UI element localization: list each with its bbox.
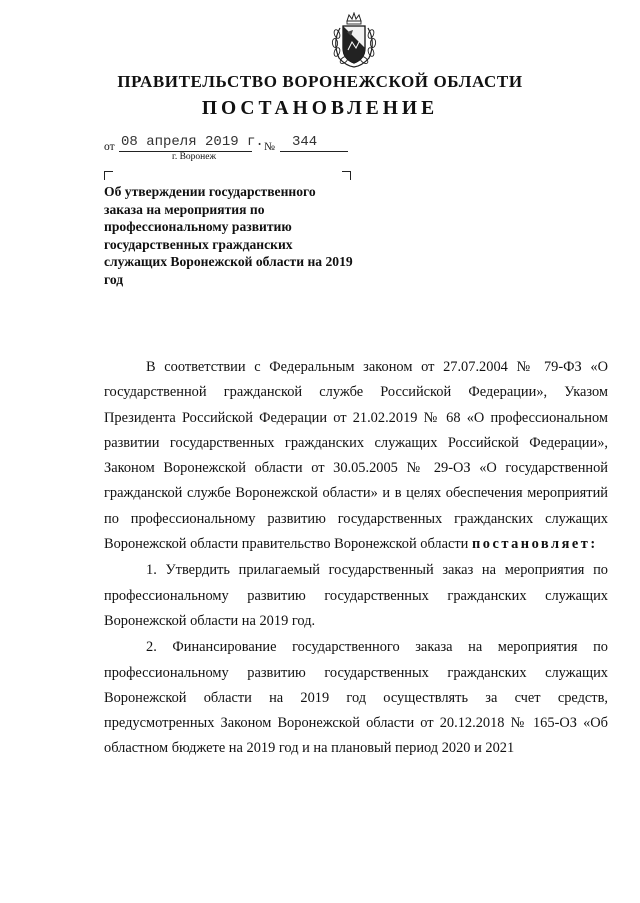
preamble-paragraph [104,355,608,557]
decree-word: постановляет: [471,536,598,553]
preamble-text: В соответствии с Федеральным законом от 27.07.2004 № 79-ФЗ «О государственной гражданской службе Российской Федерации», Указом Президента Российской Федерации от 21.02.2019 № 68 «О профессиональном развитии государственных гражданских служащих Российской Федерации», Законом Воронежской области от 30.05.2005 № 29-ОЗ «О государственной гражданской службе Воронежской области» и в целях обеспечения мероприятий по профессиональному развитию государственных гражданских служащих Воронежской области правительство Воронежской области [104,359,608,553]
city-label: г. Воронеж [172,152,217,162]
coat-of-arms-emblem [326,12,382,70]
document-type-title: ПОСТАНОВЛЕНИЕ [201,98,439,119]
document-details [104,134,364,174]
organization-title: ПРАВИТЕЛЬСТВО ВОРОНЕЖСКОЙ ОБЛАСТИ [117,72,523,91]
subject-bracket-left [104,171,113,180]
number-underline [280,151,348,152]
subject-bracket-right [342,171,351,180]
date-value: 08 апреля 2019 г. [121,134,264,150]
item-1-paragraph: 1. Утвердить прилагаемый государственный заказ на мероприятия по профессиональному развитию государственных гражданских служащих Воронежской области на 2019 год. [104,562,608,629]
number-prefix: № [264,141,275,153]
document-body [104,355,608,762]
date-prefix: от [104,141,115,153]
number-value: 344 [292,134,318,150]
item-2-paragraph: 2. Финансирование государственного заказа на мероприятия по профессиональному развитию государственных гражданских служащих Воронежской области на 2019 год осуществлять за счет средств, предусмотренных Законом Воронежской области от 20.12.2018 № 165-ОЗ «Об областном бюджете на 2019 год и на плановый период 2020 и 2021 [104,639,608,757]
document-subject: Об утверждении государственного заказа на мероприятия по профессиональному развитию государственных гражданских служащих Воронежской области на 2019 год [104,184,353,287]
